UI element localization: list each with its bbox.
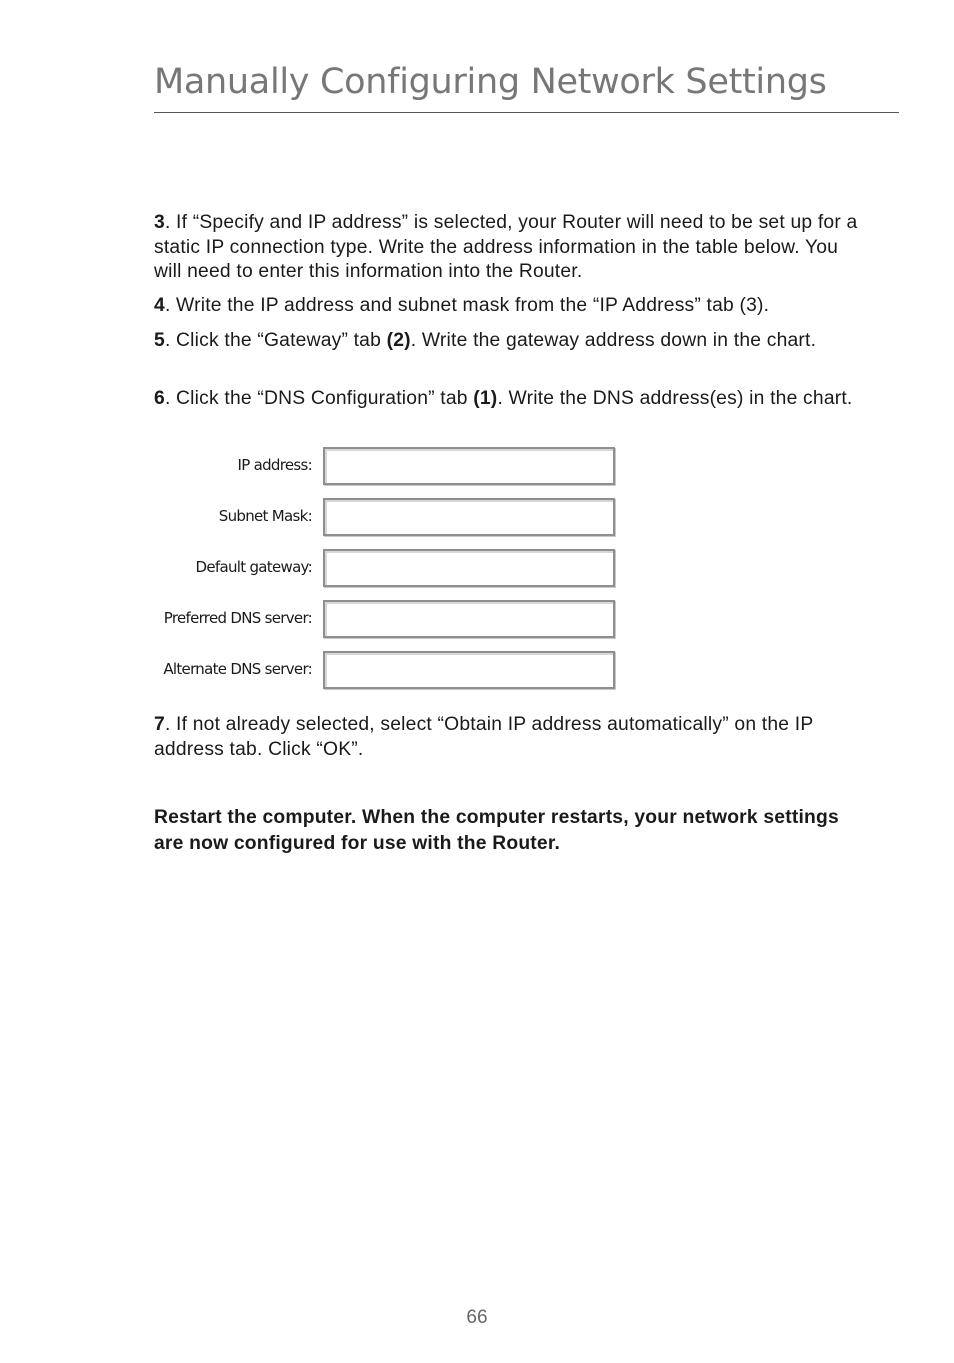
title-divider — [154, 112, 899, 113]
step-5-number: 5 — [154, 330, 165, 351]
step-4-text: . Write the IP address and subnet mask from the “IP Address” tab (3). — [164, 295, 770, 316]
step-3-number: 3 — [154, 212, 165, 233]
default-gateway-label: Default gateway: — [195, 558, 312, 576]
step-3-paragraph — [154, 211, 864, 285]
step-4-number: 4 — [154, 295, 165, 316]
page-number: 66 — [466, 1307, 488, 1328]
ip-address-label: IP address: — [237, 456, 312, 474]
step-6-emphasis: (1) — [473, 388, 498, 409]
step-7-text: . If not already selected, select “Obtain IP address automatically” on the IP address tab. Click “OK”. — [154, 714, 814, 760]
step-5-paragraph — [154, 329, 864, 354]
closing-paragraph: Restart the computer. When the computer restarts, your network settings are now configured for use with the Router. — [154, 807, 839, 854]
default-gateway-field[interactable] — [323, 549, 615, 587]
subnet-mask-field[interactable] — [323, 498, 615, 536]
page-title: Manually Configuring Network Settings — [154, 62, 827, 102]
step-4-paragraph — [154, 294, 864, 319]
step-6-number: 6 — [154, 388, 165, 409]
step-6-text-before: . Click the “DNS Configuration” tab — [164, 388, 474, 409]
default-gateway-row — [150, 548, 630, 592]
step-6-paragraph — [154, 387, 864, 412]
subnet-mask-row — [150, 497, 630, 541]
step-6-text-after: . Write the DNS address(es) in the chart. — [497, 388, 853, 409]
ip-address-field[interactable] — [323, 447, 615, 485]
step-7-number: 7 — [154, 714, 165, 735]
step-7-paragraph — [154, 713, 864, 762]
alternate-dns-row — [150, 650, 630, 694]
alternate-dns-label: Alternate DNS server: — [163, 660, 312, 678]
ip-address-row — [150, 446, 630, 490]
step-5-text-before: . Click the “Gateway” tab — [164, 330, 387, 351]
alternate-dns-field[interactable] — [323, 651, 615, 689]
preferred-dns-label: Preferred DNS server: — [163, 609, 312, 627]
subnet-mask-label: Subnet Mask: — [218, 507, 312, 525]
step-3-text: . If “Specify and IP address” is selected, your Router will need to be set up for a static IP connection type. Write the address information in the table below. You will need to enter this information into the Router. — [154, 212, 858, 282]
preferred-dns-field[interactable] — [323, 600, 615, 638]
step-5-emphasis: (2) — [386, 330, 411, 351]
step-5-text-after: . Write the gateway address down in the chart. — [410, 330, 817, 351]
preferred-dns-row — [150, 599, 630, 643]
